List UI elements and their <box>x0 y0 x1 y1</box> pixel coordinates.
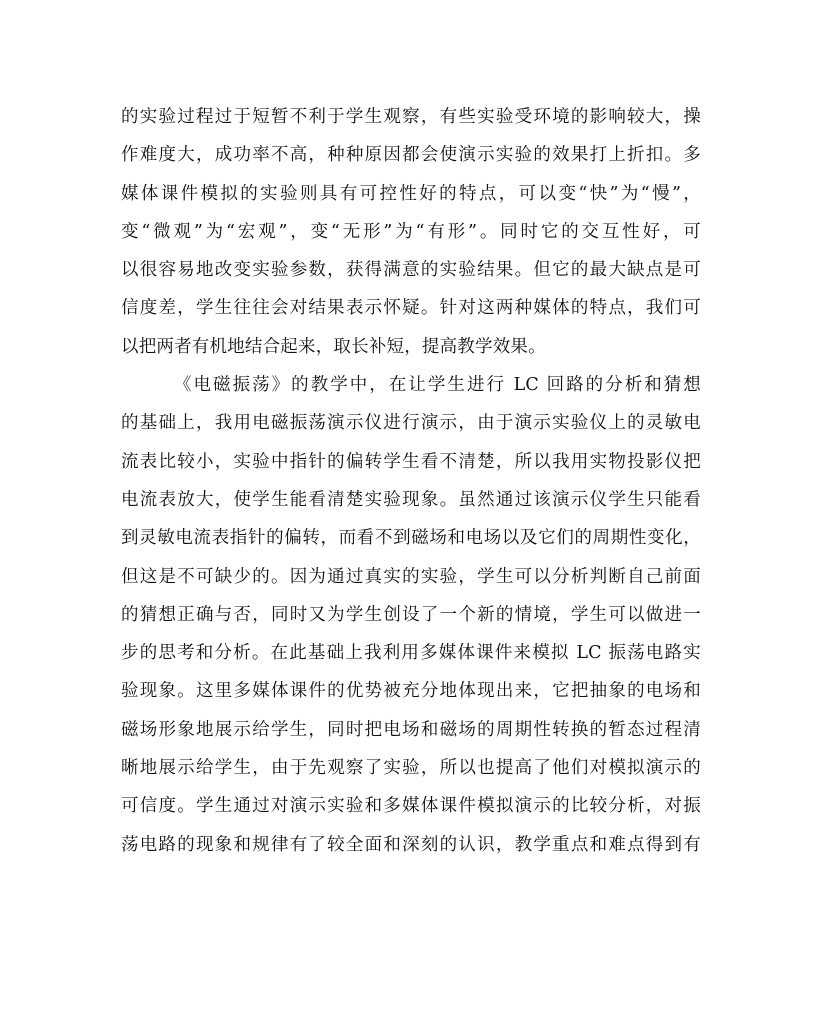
text-line: 的猜想正确与否，同时又为学生创设了一个新的情境，学生可以做进一 <box>121 604 701 625</box>
text-line: 的基础上，我用电磁振荡演示仪进行演示，由于演示实验仪上的灵敏电 <box>121 413 701 434</box>
text-line: 到灵敏电流表指针的偏转，而看不到磁场和电场以及它们的周期性变化， <box>121 528 701 549</box>
text-line: 验现象。这里多媒体课件的优势被充分地体现出来，它把抽象的电场和 <box>121 681 701 702</box>
text-line: 电流表放大，使学生能看清楚实验现象。虽然通过该演示仪学生只能看 <box>121 489 701 510</box>
text-line: 步的思考和分析。在此基础上我利用多媒体课件来模拟 LC 振荡电路实 <box>121 643 701 664</box>
text-line: 荡电路的现象和规律有了较全面和深刻的认识，教学重点和难点得到有 <box>121 834 701 855</box>
text-line: 但这是不可缺少的。因为通过真实的实验，学生可以分析判断自己前面 <box>121 566 701 587</box>
text-line: 可信度。学生通过对演示实验和多媒体课件模拟演示的比较分析，对振 <box>121 796 701 817</box>
text-line: 《电磁振荡》的教学中，在让学生进行 LC 回路的分析和猜想 <box>174 375 701 396</box>
paragraph-2 <box>121 366 701 864</box>
text-line: 的实验过程过于短暂不利于学生观察，有些实验受环境的影响较大，操 <box>121 107 701 127</box>
body-text <box>121 98 701 864</box>
text-line: 媒体课件模拟的实验则具有可控性好的特点，可以变“快”为“慢”， <box>121 183 701 204</box>
text-line: 磁场形象地展示给学生，同时把电场和磁场的周期性转换的暂态过程清 <box>121 719 701 740</box>
text-line: 作难度大，成功率不高，种种原因都会使演示实验的效果打上折扣。多 <box>121 145 701 166</box>
text-line: 晰地展示给学生，由于先观察了实验，所以也提高了他们对模拟演示的 <box>121 758 701 779</box>
text-line: 信度差，学生往往会对结果表示怀疑。针对这两种媒体的特点，我们可 <box>121 298 701 319</box>
text-line: 变“微观”为“宏观”，变“无形”为“有形”。同时它的交互性好，可 <box>121 221 701 242</box>
text-line: 以很容易地改变实验参数，获得满意的实验结果。但它的最大缺点是可 <box>121 260 701 281</box>
text-line: 流表比较小，实验中指针的偏转学生看不清楚，所以我用实物投影仪把 <box>121 451 701 472</box>
text-line: 以把两者有机地结合起来，取长补短，提高教学效果。 <box>121 336 546 357</box>
paragraph-1 <box>121 98 701 366</box>
